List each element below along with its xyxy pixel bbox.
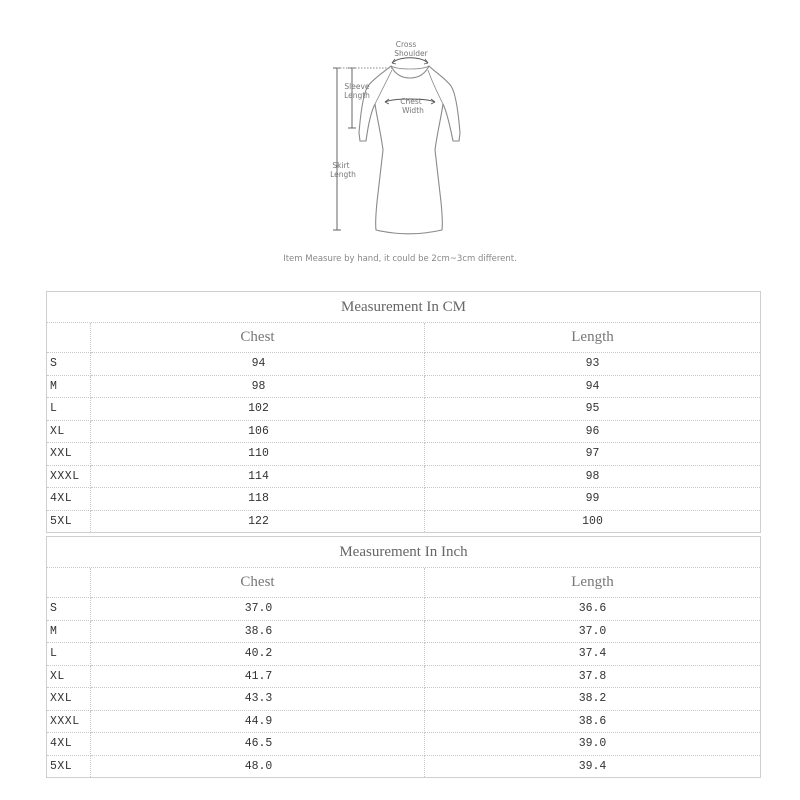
table-title-cm: Measurement In CM <box>47 292 760 323</box>
chest-cell: 122 <box>91 511 425 533</box>
length-cell: 98 <box>425 466 760 489</box>
chest-cell: 41.7 <box>91 666 425 689</box>
table-row <box>47 733 760 756</box>
chest-cell: 106 <box>91 421 425 444</box>
size-table-inch <box>46 536 761 778</box>
table-row <box>47 466 760 489</box>
length-cell: 38.6 <box>425 711 760 734</box>
table-row <box>47 711 760 734</box>
table-row <box>47 688 760 711</box>
table-row <box>47 666 760 689</box>
length-cell: 96 <box>425 421 760 444</box>
table-row <box>47 353 760 376</box>
chest-cell: 114 <box>91 466 425 489</box>
chest-cell: 98 <box>91 376 425 399</box>
size-cell: XXL <box>47 688 91 711</box>
size-cell: XXL <box>47 443 91 466</box>
chest-cell: 110 <box>91 443 425 466</box>
chest-cell: 118 <box>91 488 425 511</box>
dress-measurement-diagram <box>0 0 800 240</box>
table-row <box>47 376 760 399</box>
size-cell: XXXL <box>47 711 91 734</box>
size-cell: 5XL <box>47 511 91 533</box>
label-sleeve-length-2: Length <box>344 91 370 100</box>
header-chest: Chest <box>91 323 425 353</box>
label-sleeve-length-1: Sleeve <box>344 82 370 91</box>
header-size-blank <box>47 323 91 353</box>
header-length: Length <box>425 568 760 598</box>
label-skirt-length-2: Length <box>330 170 356 179</box>
chest-cell: 48.0 <box>91 756 425 778</box>
table-row <box>47 511 760 533</box>
size-table-cm <box>46 291 761 533</box>
length-cell: 36.6 <box>425 598 760 621</box>
length-cell: 37.4 <box>425 643 760 666</box>
size-cell: 5XL <box>47 756 91 778</box>
length-cell: 95 <box>425 398 760 421</box>
size-cell: XXXL <box>47 466 91 489</box>
chest-cell: 43.3 <box>91 688 425 711</box>
table-row <box>47 598 760 621</box>
table-body-cm <box>47 353 760 532</box>
table-row <box>47 398 760 421</box>
table-body-inch <box>47 598 760 777</box>
size-cell: 4XL <box>47 488 91 511</box>
chest-cell: 40.2 <box>91 643 425 666</box>
table-row <box>47 488 760 511</box>
length-cell: 97 <box>425 443 760 466</box>
length-cell: 94 <box>425 376 760 399</box>
label-skirt-length-1: Skirt <box>332 161 350 170</box>
length-cell: 99 <box>425 488 760 511</box>
size-cell: S <box>47 598 91 621</box>
size-cell: XL <box>47 421 91 444</box>
chest-cell: 37.0 <box>91 598 425 621</box>
table-row <box>47 621 760 644</box>
length-cell: 93 <box>425 353 760 376</box>
length-cell: 39.4 <box>578 759 607 773</box>
length-cell: 37.0 <box>425 621 760 644</box>
chest-cell: 94 <box>91 353 425 376</box>
table-row <box>47 421 760 444</box>
size-cell: XL <box>47 666 91 689</box>
header-chest: Chest <box>91 568 425 598</box>
size-cell: 4XL <box>47 733 91 756</box>
table-row <box>47 756 760 778</box>
label-cross-shoulder-1: Cross <box>395 40 417 49</box>
size-cell: L <box>47 643 91 666</box>
size-cell: L <box>47 398 91 421</box>
diagram-labels <box>330 40 429 179</box>
measurement-note: Item Measure by hand, it could be 2cm~3cm different. <box>283 254 517 264</box>
size-cell: M <box>47 376 91 399</box>
header-length: Length <box>425 323 760 353</box>
chest-cell: 44.9 <box>91 711 425 734</box>
chest-cell: 38.6 <box>91 621 425 644</box>
size-cell: M <box>47 621 91 644</box>
length-cell: 38.2 <box>425 688 760 711</box>
length-cell: 37.8 <box>425 666 760 689</box>
length-cell: 100 <box>582 514 603 528</box>
length-cell: 39.0 <box>425 733 760 756</box>
chest-cell: 46.5 <box>91 733 425 756</box>
chest-cell: 102 <box>91 398 425 421</box>
size-cell: S <box>47 353 91 376</box>
table-row <box>47 443 760 466</box>
table-row <box>47 643 760 666</box>
dress-outline <box>359 66 460 234</box>
table-title-inch: Measurement In Inch <box>47 537 760 568</box>
label-chest-width-2: Width <box>402 106 424 115</box>
label-chest-width-1: Chest <box>400 97 422 106</box>
label-cross-shoulder-2: Shoulder <box>394 49 428 58</box>
header-size-blank <box>47 568 91 598</box>
